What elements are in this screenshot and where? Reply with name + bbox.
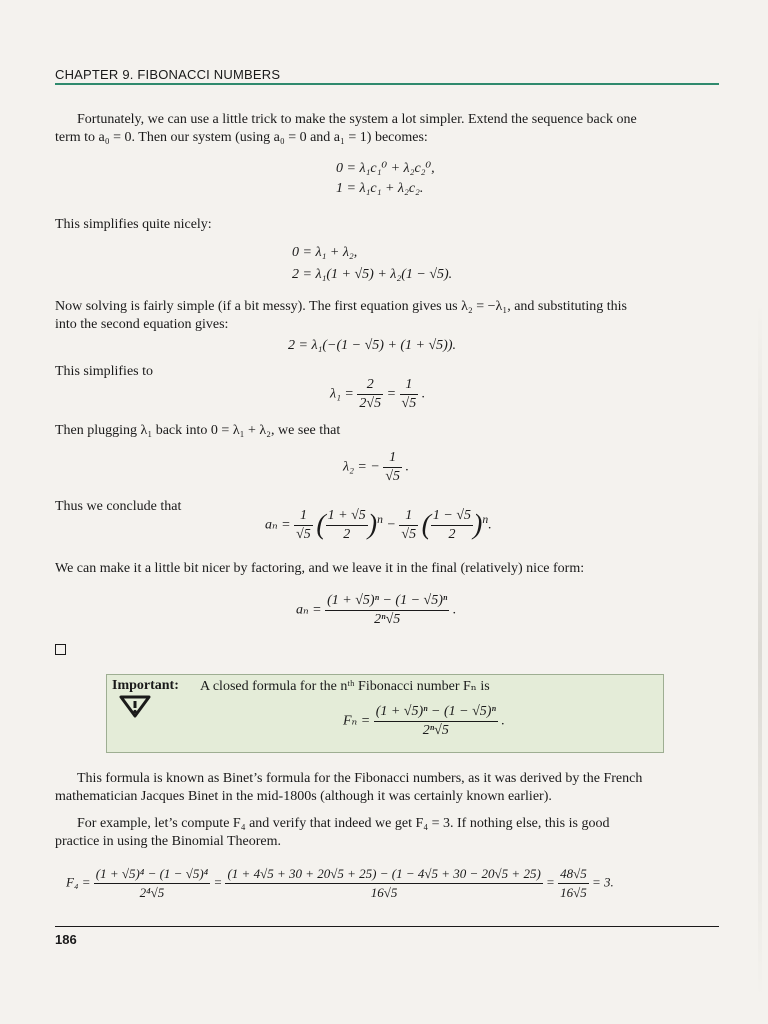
paragraph-9-line-2: practice in using the Binomial Theorem. [55,834,282,849]
fraction-denominator: √5 [401,396,417,411]
fraction-denominator: 16√5 [370,885,398,900]
warning-triangle-icon [118,694,152,718]
exponent: n [482,513,489,527]
fraction-denominator: 2ⁿ√5 [374,612,401,627]
equation-lhs: λ₁ = [330,386,354,402]
fraction [326,508,368,543]
fraction [225,866,542,901]
fraction-numerator: 1 − √5 [432,508,472,523]
equation-lhs: F₄ = [66,874,91,890]
paragraph-1-line-1: Fortunately, we can use a little trick to make the system a lot simpler. Extend the sequence back one [77,112,637,127]
fraction-numerator: (1 + √5)ⁿ − (1 − √5)ⁿ [327,593,448,608]
paragraph-5: Then plugging λ₁ back into 0 = λ₁ + λ₂, we see that [55,423,341,438]
paragraph-8 [55,770,719,806]
result: = 3. [591,874,614,890]
important-text: A closed formula for the nᵗʰ Fibonacci number Fₙ is [200,679,490,694]
fraction-denominator: 2 [343,527,351,542]
fraction-denominator: 2 [448,527,456,542]
fraction-bar [294,525,313,526]
fraction-denominator: √5 [385,469,401,484]
an-equation [265,508,492,543]
period: . [488,517,492,533]
equation-line: 1 = λ₁c₁ + λ₂c₂. [336,181,424,196]
fraction [400,377,419,412]
page-number: 186 [55,932,77,947]
fraction-denominator: √5 [401,527,417,542]
equals-sign: = [546,874,555,890]
paragraph-2: This simplifies quite nicely: [55,217,212,232]
fraction-denominator: 2√5 [359,396,382,411]
period: . [421,386,426,402]
equation-3: 2 = λ₁(−(1 − √5) + (1 + √5)). [288,338,457,353]
fraction-bar [94,883,210,884]
right-paren: ) [473,509,483,541]
header-rule [55,83,719,85]
fraction-numerator: 1 [405,508,413,523]
equation-system-1 [336,160,435,197]
fraction-numerator: (1 + √5)ⁿ − (1 − √5)ⁿ [375,704,496,719]
fraction-denominator: 2⁴√5 [139,885,165,900]
qed-square-icon [55,644,66,655]
minus-sign: − [386,517,396,533]
paragraph-8-line-1: This formula is known as Binet’s formula for the Fibonacci numbers, as it was derived by the French [77,771,643,786]
fraction [558,866,589,901]
fraction-bar [326,525,368,526]
fraction [431,508,473,543]
fraction [325,593,449,628]
fraction-numerator: 1 [405,377,413,392]
binet-formula [343,704,505,739]
paragraph-4: This simplifies to [55,364,153,379]
fraction-bar [399,525,418,526]
footer-rule [55,926,719,927]
equation-lhs: aₙ = [296,602,322,618]
f4-computation [66,866,614,901]
equation-lhs: λ₂ = − [343,459,380,475]
paragraph-3 [55,298,719,334]
left-paren: ( [421,509,431,541]
fraction-denominator: 2ⁿ√5 [422,723,449,738]
paragraph-3-line-2: into the second equation gives: [55,317,229,332]
paragraph-6: Thus we conclude that [55,499,182,514]
fraction [399,508,418,543]
fraction [374,704,498,739]
fraction-bar [225,883,542,884]
period: . [501,713,505,729]
fraction-bar [400,394,419,395]
fraction-bar [374,721,498,722]
paragraph-1-line-2: term to a₀ = 0. Then our system (using a₀ = 0 and a₁ = 1) becomes: [55,130,428,145]
fraction-denominator: 16√5 [560,885,587,900]
fraction-bar [357,394,383,395]
paragraph-1 [55,111,719,147]
fraction-numerator: 2 [366,377,374,392]
left-paren: ( [316,509,326,541]
paragraph-8-line-2: mathematician Jacques Binet in the mid-1800s (although it was certainly known earlier). [55,789,552,804]
fraction-bar [431,525,473,526]
fraction-numerator: 1 + √5 [327,508,366,523]
fraction-numerator: 1 [389,450,397,465]
important-label: Important: [112,678,179,693]
lambda2-equation [343,450,409,485]
fraction [94,866,210,901]
fraction-numerator: (1 + 4√5 + 30 + 20√5 + 25) − (1 − 4√5 + 30 − 20√5 + 25) [227,866,541,881]
fraction-numerator: 1 [299,508,307,523]
chapter-header: CHAPTER 9. FIBONACCI NUMBERS [55,67,281,82]
equals-sign: = [386,386,397,402]
fraction-bar [383,467,402,468]
fraction [383,450,402,485]
paragraph-3-line-1: Now solving is fairly simple (if a bit messy). The first equation gives us λ₂ = −λ₁, and substituting this [55,299,627,314]
equation-line: 2 = λ₁(1 + √5) + λ₂(1 − √5). [292,267,453,282]
equation-system-2 [292,245,452,283]
equation-line: 0 = λ₁ + λ₂, [292,245,358,260]
page-edge-shadow [758,300,762,1000]
paragraph-9-line-1: For example, let’s compute F₄ and verify that indeed we get F₄ = 3. If nothing else, this is good [77,816,610,831]
period: . [452,602,457,618]
equation-line: 0 = λ₁c₁⁰ + λ₂c₂⁰, [336,161,435,176]
lambda1-equation [330,377,425,412]
fraction [357,377,383,412]
fraction-bar [558,883,589,884]
equation-lhs: Fₙ = [343,713,371,729]
paragraph-9 [55,815,719,851]
fraction-denominator: √5 [296,527,311,542]
final-form-equation [296,593,456,628]
period: . [405,459,410,475]
equals-sign: = [213,874,223,890]
fraction [294,508,313,543]
fraction-bar [325,610,449,611]
equation-lhs: aₙ = [265,517,291,533]
fraction-numerator: 48√5 [560,866,587,881]
right-paren: ) [367,509,378,541]
paragraph-7: We can make it a little bit nicer by factoring, and we leave it in the final (relatively) nice form: [55,561,585,576]
fraction-numerator: (1 + √5)⁴ − (1 − √5)⁴ [95,866,209,881]
exponent: n [377,513,383,527]
